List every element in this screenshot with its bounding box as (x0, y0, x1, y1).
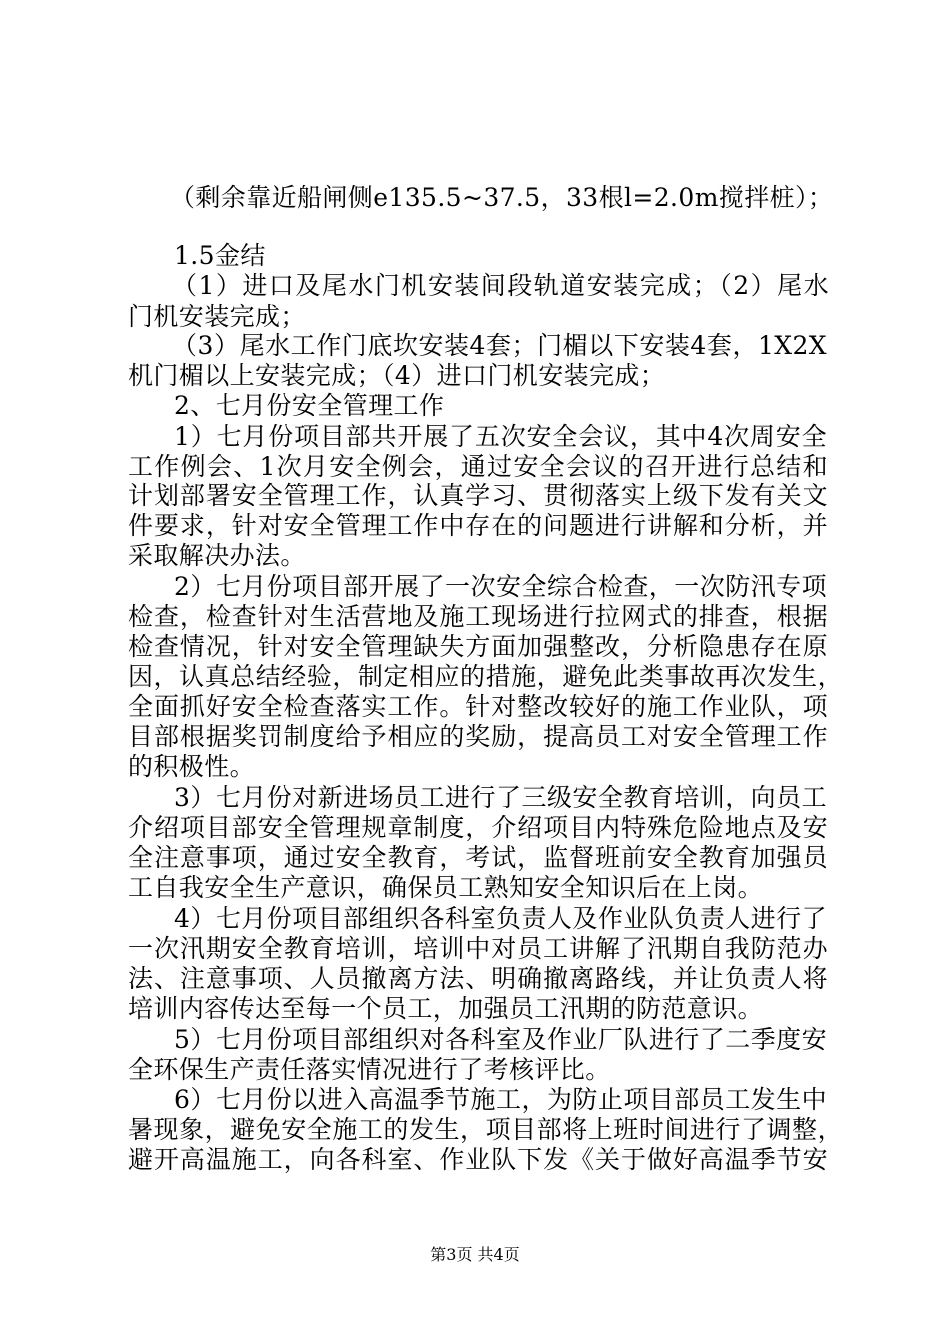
text-line: （剩余靠近船闸侧e135.5~37.5，33根l=2.0m搅拌桩）； (170, 183, 834, 212)
text-line: 检查，检查针对生活营地及施工现场进行拉网式的排查，根据 (128, 602, 828, 631)
text-line: 6）七月份以进入高温季节施工，为防止项目部员工发生中 (174, 1085, 827, 1114)
text-line: 法、注意事项、人员撤离方法、明确撤离路线，并让负责人将 (128, 964, 828, 993)
text-line: 3）七月份对新进场员工进行了三级安全教育培训，向员工 (174, 783, 827, 812)
page-footer: 第3页 共4页 (430, 1245, 520, 1264)
text-line: 的积极性。 (128, 752, 256, 781)
text-line: 采取解决办法。 (128, 541, 306, 570)
text-line: 全环保生产责任落实情况进行了考核评比。 (128, 1055, 611, 1084)
section-heading: 2、七月份安全管理工作 (174, 391, 445, 420)
text-line: 检查情况，针对安全管理缺失方面加强整改，分析隐患存在原 (128, 632, 828, 661)
text-line: 培训内容传达至每一个员工，加强员工汛期的防范意识。 (128, 994, 764, 1023)
text-line: 工自我安全生产意识，确保员工熟知安全知识后在上岗。 (128, 873, 764, 902)
text-line: 件要求，针对安全管理工作中存在的问题进行讲解和分析，并 (128, 511, 828, 540)
text-line: （1）进口及尾水门机安装间段轨道安装完成；（2）尾水 (172, 271, 829, 300)
text-line: 目部根据奖罚制度给予相应的奖励，提高员工对安全管理工作 (128, 722, 828, 751)
text-line: （3）尾水工作门底坎安装4套；门楣以下安装4套，1X2X (172, 331, 827, 360)
text-line: 2）七月份项目部开展了一次安全综合检查，一次防汛专项 (174, 572, 827, 601)
text-line: 介绍项目部安全管理规章制度，介绍项目内特殊危险地点及安 (128, 813, 828, 842)
text-line: 暑现象，避免安全施工的发生，项目部将上班时间进行了调整， (128, 1115, 843, 1144)
text-line: 门机安装完成； (128, 302, 306, 331)
text-line: 机门楣以上安装完成；（4）进口门机安装完成； (128, 361, 666, 390)
text-line: 全注意事项，通过安全教育，考试，监督班前安全教育加强员 (128, 843, 828, 872)
text-line: 1）七月份项目部共开展了五次安全会议，其中4次周安全 (174, 422, 827, 451)
text-line: 工作例会、1次月安全例会，通过安全会议的召开进行总结和 (128, 452, 828, 481)
text-line: 5）七月份项目部组织对各科室及作业厂队进行了二季度安 (174, 1025, 827, 1054)
text-line: 计划部署安全管理工作，认真学习、贯彻落实上级下发有关文 (128, 481, 828, 510)
text-line: 因，认真总结经验，制定相应的措施，避免此类事故再次发生， (128, 662, 843, 691)
text-line: 4）七月份项目部组织各科室负责人及作业队负责人进行了 (174, 904, 827, 933)
text-line: 避开高温施工，向各科室、作业队下发《关于做好高温季节安 (128, 1145, 828, 1174)
text-line: 全面抓好安全检查落实工作。针对整改较好的施工作业队，项 (128, 692, 828, 721)
text-line: 一次汛期安全教育培训，培训中对员工讲解了汛期自我防范办 (128, 934, 828, 963)
section-heading: 1.5金结 (174, 241, 266, 270)
